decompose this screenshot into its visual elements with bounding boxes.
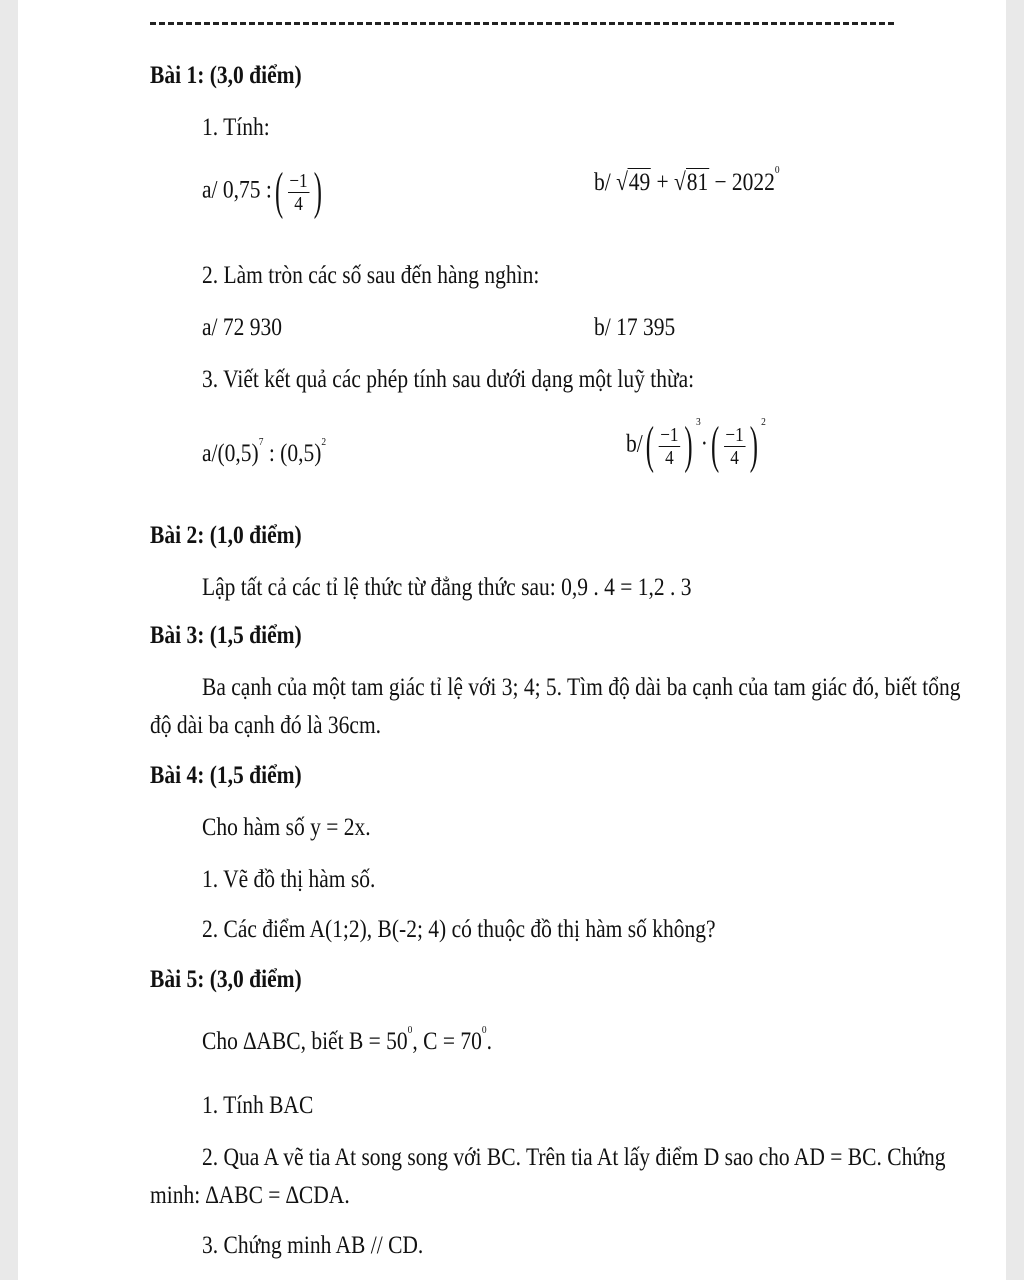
bai1-part3a-operator: : — [263, 440, 281, 467]
bai2-heading: Bài 2: (1,0 điểm) — [150, 522, 302, 549]
bai1-part2b: b/ 17 395 — [594, 314, 676, 341]
right-paren: ) — [749, 417, 758, 474]
left-paren: ( — [275, 163, 284, 220]
bai1-part3b-exponent2: 2 — [761, 416, 766, 428]
sqrt-icon: √ — [674, 169, 686, 196]
bai5-question2-line1: 2. Qua A vẽ tia At song song với BC. Trên tia At lấy điểm D sao cho AD = BC. Chứng — [202, 1144, 946, 1171]
bai1-part1b-prefix: b/ — [594, 169, 611, 196]
fraction-numerator: −1 — [660, 423, 679, 446]
bai5-heading: Bài 5: (3,0 điểm) — [150, 966, 302, 993]
bai5-intro-mid: , C = 70 — [412, 1028, 482, 1055]
bai4-heading: Bài 4: (1,5 điểm) — [150, 762, 302, 789]
degree-exponent: 0 — [407, 1024, 413, 1036]
bai2-text: Lập tất cả các tỉ lệ thức từ đẳng thức sau: 0,9 . 4 = 1,2 . 3 — [202, 574, 692, 601]
bai5-intro-end: . — [486, 1028, 492, 1055]
bai1-part1-title: 1. Tính: — [202, 114, 270, 141]
bai1-part3b-fraction1 — [658, 424, 680, 469]
bai1-part1b-exponent: 0 — [774, 164, 780, 176]
bai1-part1a-expression — [202, 163, 325, 220]
header-dashed-divider — [150, 22, 894, 25]
bai3-line2: độ dài ba cạnh đó là 36cm. — [150, 712, 382, 739]
fraction-denominator: 4 — [294, 192, 303, 215]
sqrt-icon: √ — [616, 169, 628, 196]
bai1-part3a-exponent2: 2 — [321, 436, 327, 448]
bai1-part3a-base1: (0,5) — [217, 440, 259, 467]
bai1-part3b-prefix: b/ — [626, 430, 643, 458]
bai1-part3b-fraction2 — [724, 424, 746, 469]
bai1-part1b-expression — [594, 164, 780, 197]
left-paren: ( — [646, 417, 655, 474]
bai5-intro — [202, 1024, 492, 1056]
fraction-denominator: 4 — [730, 446, 739, 469]
document-page — [18, 0, 1006, 1280]
bai1-part1a-fraction — [288, 170, 310, 215]
right-paren: ) — [684, 417, 693, 474]
degree-exponent: 0 — [481, 1024, 487, 1036]
bai1-part3b-exponent1: 3 — [695, 416, 701, 428]
bai4-intro: Cho hàm số y = 2x. — [202, 814, 371, 841]
bai5-question1: 1. Tính BAC — [202, 1092, 314, 1119]
bai4-question2: 2. Các điểm A(1;2), B(-2; 4) có thuộc đồ thị hàm số không? — [202, 916, 716, 943]
fraction-numerator: −1 — [289, 169, 308, 192]
right-paren: ) — [313, 163, 322, 220]
left-paren: ( — [711, 417, 720, 474]
plus-sign: + — [656, 169, 669, 196]
bai1-part2-title: 2. Làm tròn các số sau đến hàng nghìn: — [202, 262, 540, 289]
fraction-numerator: −1 — [725, 423, 744, 446]
bai1-part1a-prefix: a/ 0,75 : — [202, 176, 272, 204]
bai1-part3-title: 3. Viết kết quả các phép tính sau dưới dạng một luỹ thừa: — [202, 366, 695, 393]
bai1-part3a-exponent1: 7 — [258, 436, 264, 448]
bai3-line1: Ba cạnh của một tam giác tỉ lệ với 3; 4; 5. Tìm độ dài ba cạnh của tam giác đó, biết tổng — [202, 674, 961, 701]
bai1-part1b-radicand1: 49 — [628, 169, 651, 196]
bai1-part1b-tail: − 2022 — [714, 169, 775, 196]
bai1-heading: Bài 1: (3,0 điểm) — [150, 62, 302, 89]
bai5-question2-line2: minh: ∆ABC = ∆CDA. — [150, 1182, 350, 1209]
bai5-intro-start: Cho ∆ABC, biết B = 50 — [202, 1028, 408, 1055]
bai5-question3: 3. Chứng minh AB // CD. — [202, 1232, 424, 1259]
bai1-part3b-expression — [626, 416, 766, 474]
bai1-part3a-base2: (0,5) — [280, 440, 322, 467]
bai1-part3a-expression — [202, 436, 327, 468]
bai3-heading: Bài 3: (1,5 điểm) — [150, 622, 302, 649]
fraction-denominator: 4 — [665, 446, 674, 469]
bai1-part3a-prefix: a/ — [202, 440, 218, 467]
bai1-part1b-radicand2: 81 — [686, 169, 709, 196]
bai1-part2a: a/ 72 930 — [202, 314, 283, 341]
bai1-part3b-dot: · — [700, 430, 708, 458]
bai4-question1: 1. Vẽ đồ thị hàm số. — [202, 866, 376, 893]
